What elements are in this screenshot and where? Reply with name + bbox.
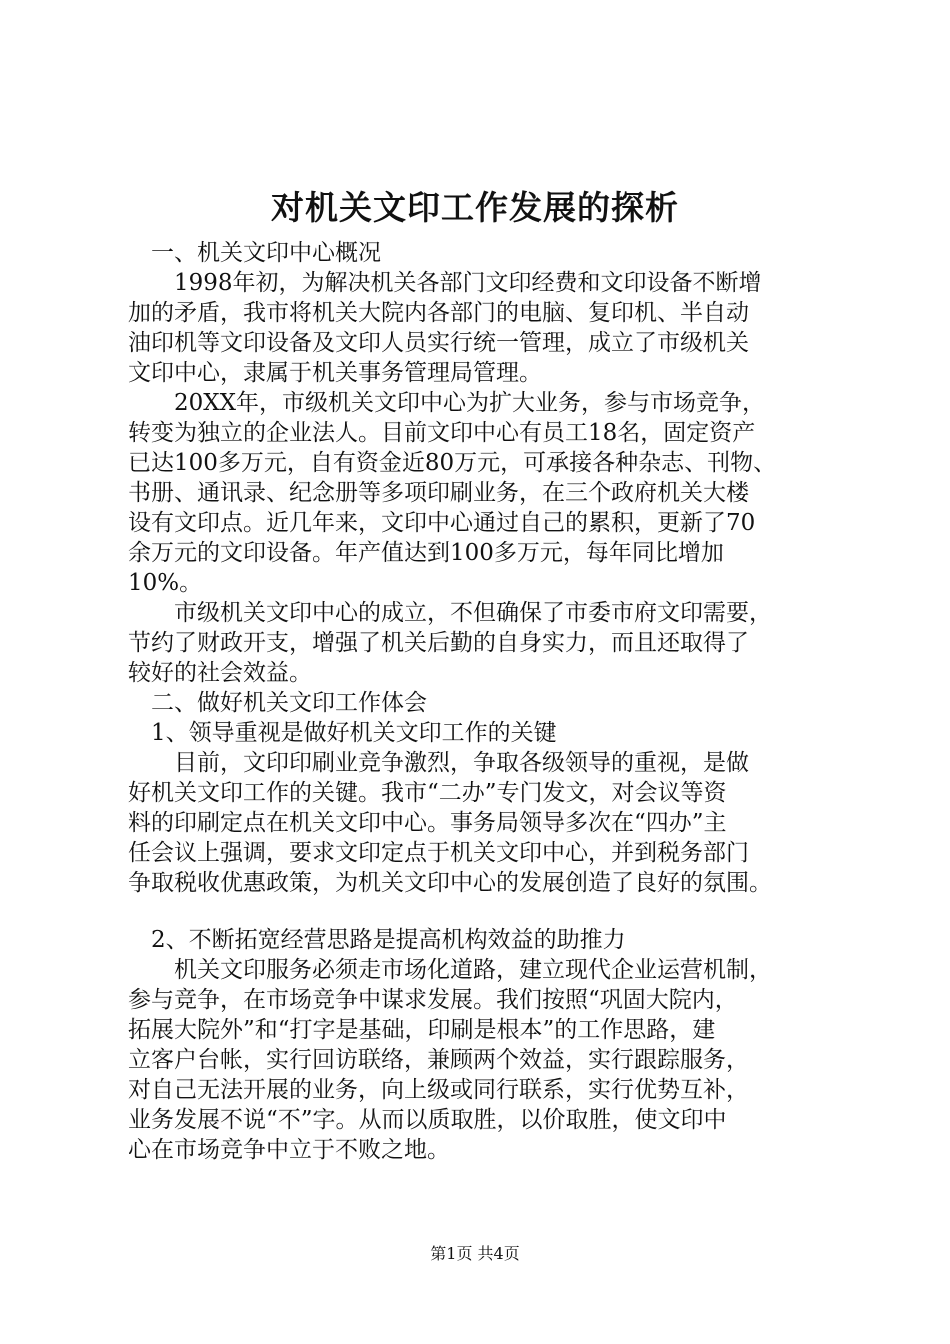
body-line: 节约了财政开支，增强了机关后勤的自身实力，而且还取得了	[128, 630, 749, 656]
paragraph-spacer	[128, 898, 828, 925]
body-line: 转变为独立的企业法人。目前文印中心有员工18名，固定资产	[128, 420, 756, 446]
body-line: 加的矛盾，我市将机关大院内各部门的电脑、复印机、半自动	[128, 300, 749, 326]
body-line: 心在市场竞争中立于不败之地。	[128, 1137, 450, 1163]
body-line: 文印中心，隶属于机关事务管理局管理。	[128, 360, 542, 386]
body-line: 料的印刷定点在机关文印中心。事务局领导多次在“四办”主	[128, 810, 727, 836]
body-line: 已达100多万元，自有资金近80万元，可承接各种杂志、刊物、	[128, 450, 777, 476]
body-line: 10%。	[128, 570, 203, 596]
body-line: 较好的社会效益。	[128, 660, 312, 686]
body-line: 争取税收优惠政策，为机关文印中心的发展创造了良好的氛围。	[128, 870, 772, 896]
body-line: 油印机等文印设备及文印人员实行统一管理，成立了市级机关	[128, 330, 749, 356]
document-title: 对机关文印工作发展的探析	[271, 188, 679, 227]
document-body	[128, 238, 828, 1165]
page-footer: 第1页 共4页	[430, 1244, 520, 1263]
body-line: 书册、通讯录、纪念册等多项印刷业务，在三个政府机关大楼	[128, 480, 749, 506]
body-line: 参与竞争，在市场竞争中谋求发展。我们按照“巩固大院内，	[128, 987, 738, 1013]
body-line: 余万元的文印设备。年产值达到100多万元，每年同比增加	[128, 540, 724, 566]
body-line: 好机关文印工作的关键。我市“二办”专门发文，对会议等资	[128, 780, 727, 806]
subsection-heading: 1、领导重视是做好机关文印工作的关键	[128, 720, 557, 746]
body-line: 1998年初，为解决机关各部门文印经费和文印设备不断增	[128, 270, 762, 296]
body-line: 立客户台帐，实行回访联络，兼顾两个效益，实行跟踪服务，	[128, 1047, 749, 1073]
body-line: 拓展大院外”和“打字是基础，印刷是根本”的工作思路，建	[128, 1017, 716, 1043]
section-heading: 二、做好机关文印工作体会	[128, 690, 427, 716]
body-line: 设有文印点。近几年来，文印中心通过自己的累积，更新了70	[128, 510, 756, 536]
body-line: 任会议上强调，要求文印定点于机关文印中心，并到税务部门	[128, 840, 749, 866]
body-line: 市级机关文印中心的成立，不但确保了市委市府文印需要，	[128, 600, 772, 626]
body-line: 目前，文印印刷业竞争激烈，争取各级领导的重视，是做	[128, 750, 749, 776]
body-line: 一、机关文印中心概况	[128, 240, 381, 266]
body-line: 20XX年，市级机关文印中心为扩大业务，参与市场竞争，	[128, 390, 766, 416]
body-line: 机关文印服务必须走市场化道路，建立现代企业运营机制，	[128, 957, 772, 983]
body-line: 业务发展不说“不”字。从而以质取胜，以价取胜，使文印中	[128, 1107, 727, 1133]
subsection-heading: 2、不断拓宽经营思路是提高机构效益的助推力	[128, 927, 626, 953]
body-line: 对自己无法开展的业务，向上级或同行联系，实行优势互补，	[128, 1077, 749, 1103]
